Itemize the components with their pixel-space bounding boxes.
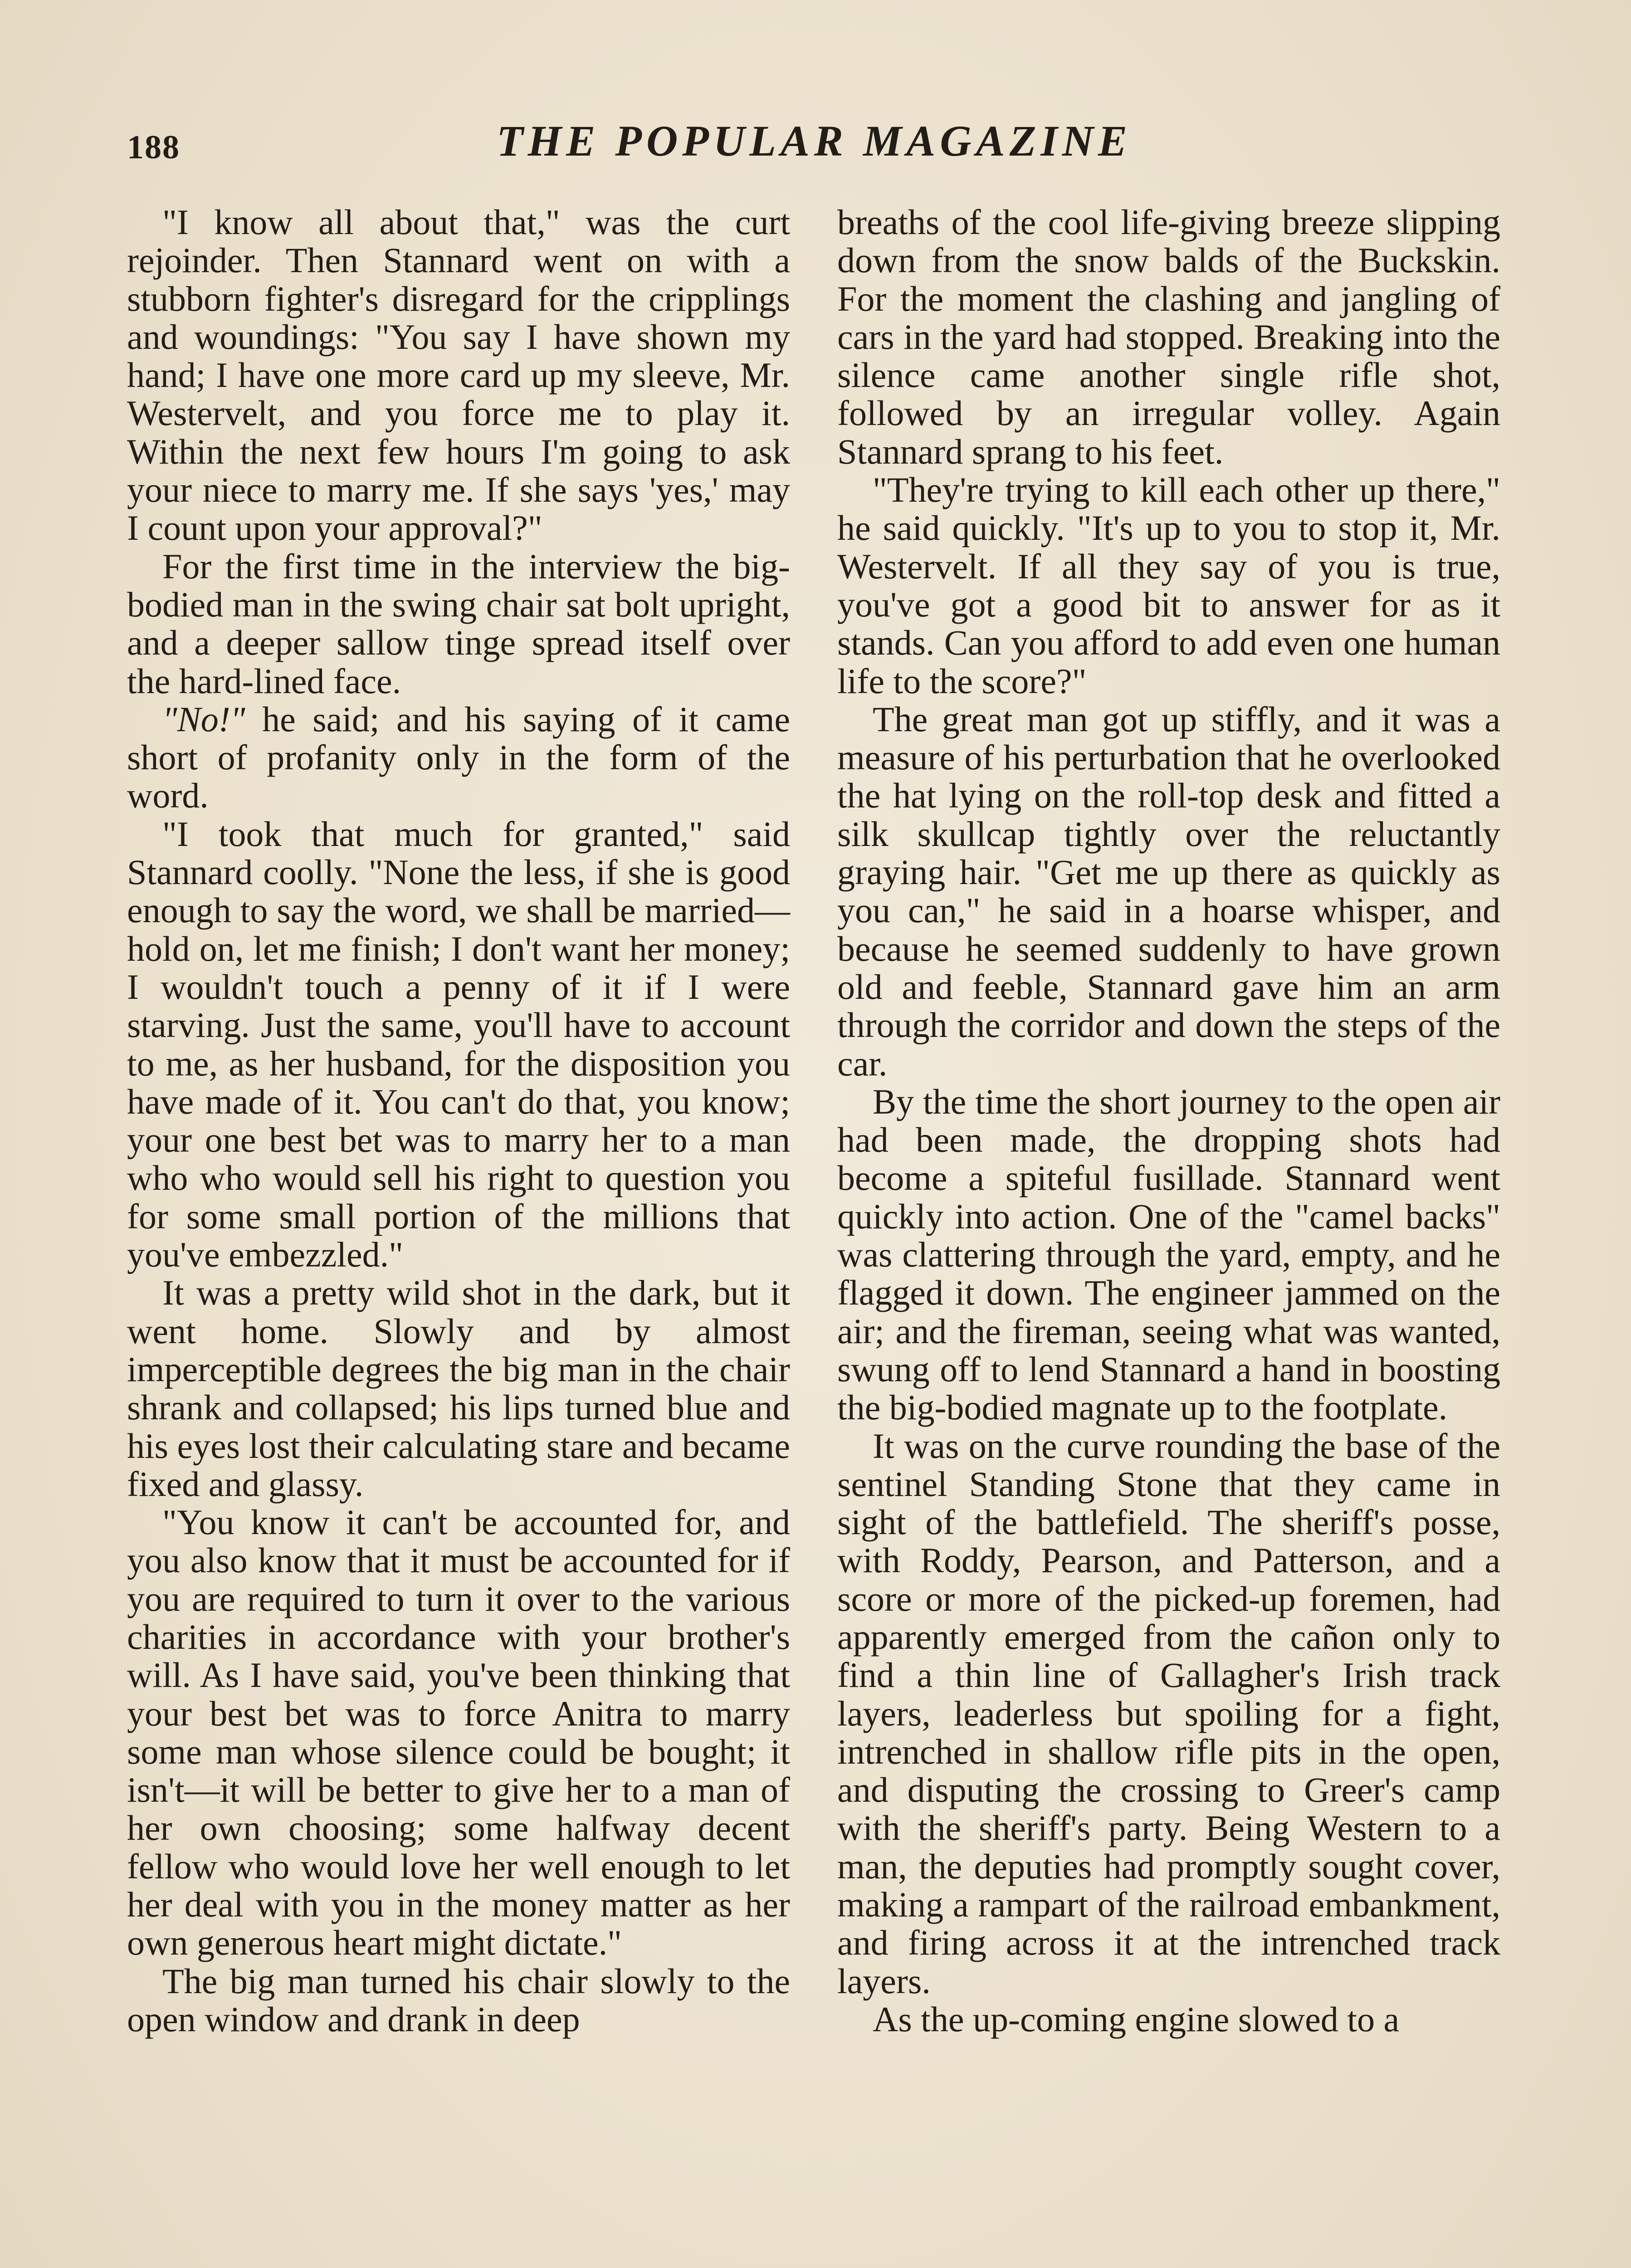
paragraph: "I took that much for granted," said Stannard coolly. "None the less, if she is good enough to say the word, we shall be married—hold on, let me finish; I don't want her money; I wouldn't touch a penny of it if I were starving. Just the same, you'll have to account to me, as her husband, for the disposition you have made of it. You can't do that, you know; your one best bet was to marry her to a man who who would sell his right to question you for some small portion of the millions that you've embezzled." [127,814,790,1275]
magazine-title: THE POPULAR MAGAZINE [496,117,1132,165]
paragraph: The great man got up stiffly, and it was a measure of his perturbation that he overlooked the hat lying on the roll-top desk and fitted a silk skullcap tightly over the reluctantly graying hair. "Get me up there as quickly as you can," he said in a hoarse whisper, and because he seemed suddenly to have grown old and feeble, Stannard gave him an arm through the corridor and down the steps of the car. [837,699,1500,1083]
paragraph: As the up-coming engine slowed to a [873,1999,1400,2039]
paragraph: By the time the short journey to the open air had been made, the dropping shots had become a spiteful fusillade. Stannard went quickly into action. One of the "camel backs" was clattering through the yard, empty, and he flagged it down. The engineer jammed on the air; and the fireman, seeing what was wanted, swung off to lend Stannard a hand in boosting the big-bodied magnate up to the footplate. [837,1081,1500,1427]
paragraph-continued: breaths of the cool life-giving breeze slipping down from the snow balds of the Buckskin. For the moment the clashing and jangling of cars in the yard had stopped. Breaking into the silence came another single rifle shot, followed by an irregular volley. Again Stannard sprang to his feet. [837,202,1500,471]
page-header [127,116,1501,184]
paragraph: For the first time in the interview the big-bodied man in the swing chair sat bolt upright, and a deeper sallow tinge spread itself over the hard-lined face. [127,546,790,701]
paragraph: "You know it can't be accounted for, and you also know that it must be accounted for if you are required to turn it over to the various charities in accordance with your brother's will. As I have said, you've been thinking that your best bet was to force Anitra to marry some man whose silence could be bought; it isn't—it will be better to give her to a man of her own choosing; some halfway decent fellow who would love her well enough to let her deal with you in the money matter as her own generous heart might dictate." [127,1502,790,1963]
paragraph: It was on the curve rounding the base of the sentinel Standing Stone that they came in sight of the battlefield. The sheriff's posse, with Roddy, Pearson, and Patterson, and a score or more of the picked-up foremen, had apparently emerged from the cañon only to find a thin line of Gallagher's Irish track layers, leaderless but spoiling for a fight, intrenched in shallow rifle pits in the open, and disputing the crossing to Greer's camp with the sheriff's party. Being Western to a man, the deputies had promptly sought cover, making a rampart of the railroad embankment, and firing across it at the intrenched track layers. [837,1426,1500,2001]
italic-text: "No!" [162,699,245,739]
paragraph: "I know all about that," was the curt rejoinder. Then Stannard went on with a stubborn fighter's disregard for the cripplings and woundings: "You say I have shown my hand; I have one more card up my sleeve, Mr. Westervelt, and you force me to play it. Within the next few hours I'm going to ask your niece to marry me. If she says 'yes,' may I count upon your approval?" [127,202,790,548]
paragraph: "They're trying to kill each other up there," he said quickly. "It's up to you to stop it, Mr. Westervelt. If all they say of you is true, you've got a good bit to answer for as it stands. Can you afford to add even one human life to the score?" [837,470,1500,701]
page-number: 188 [127,129,180,166]
right-column [837,203,1500,2038]
paragraph [127,700,790,815]
paragraph: It was a pretty wild shot in the dark, but it went home. Slowly and by almost imperceptible degrees the big man in the chair shrank and collapsed; his lips turned blue and his eyes lost their calculating stare and became fixed and glassy. [127,1273,790,1504]
paragraph-text: he said; and his saying of it came short of profanity only in the form of the word. [127,699,790,816]
left-column [127,203,790,2038]
paragraph: The big man turned his chair slowly to the open window and drank in deep [127,1961,790,2039]
